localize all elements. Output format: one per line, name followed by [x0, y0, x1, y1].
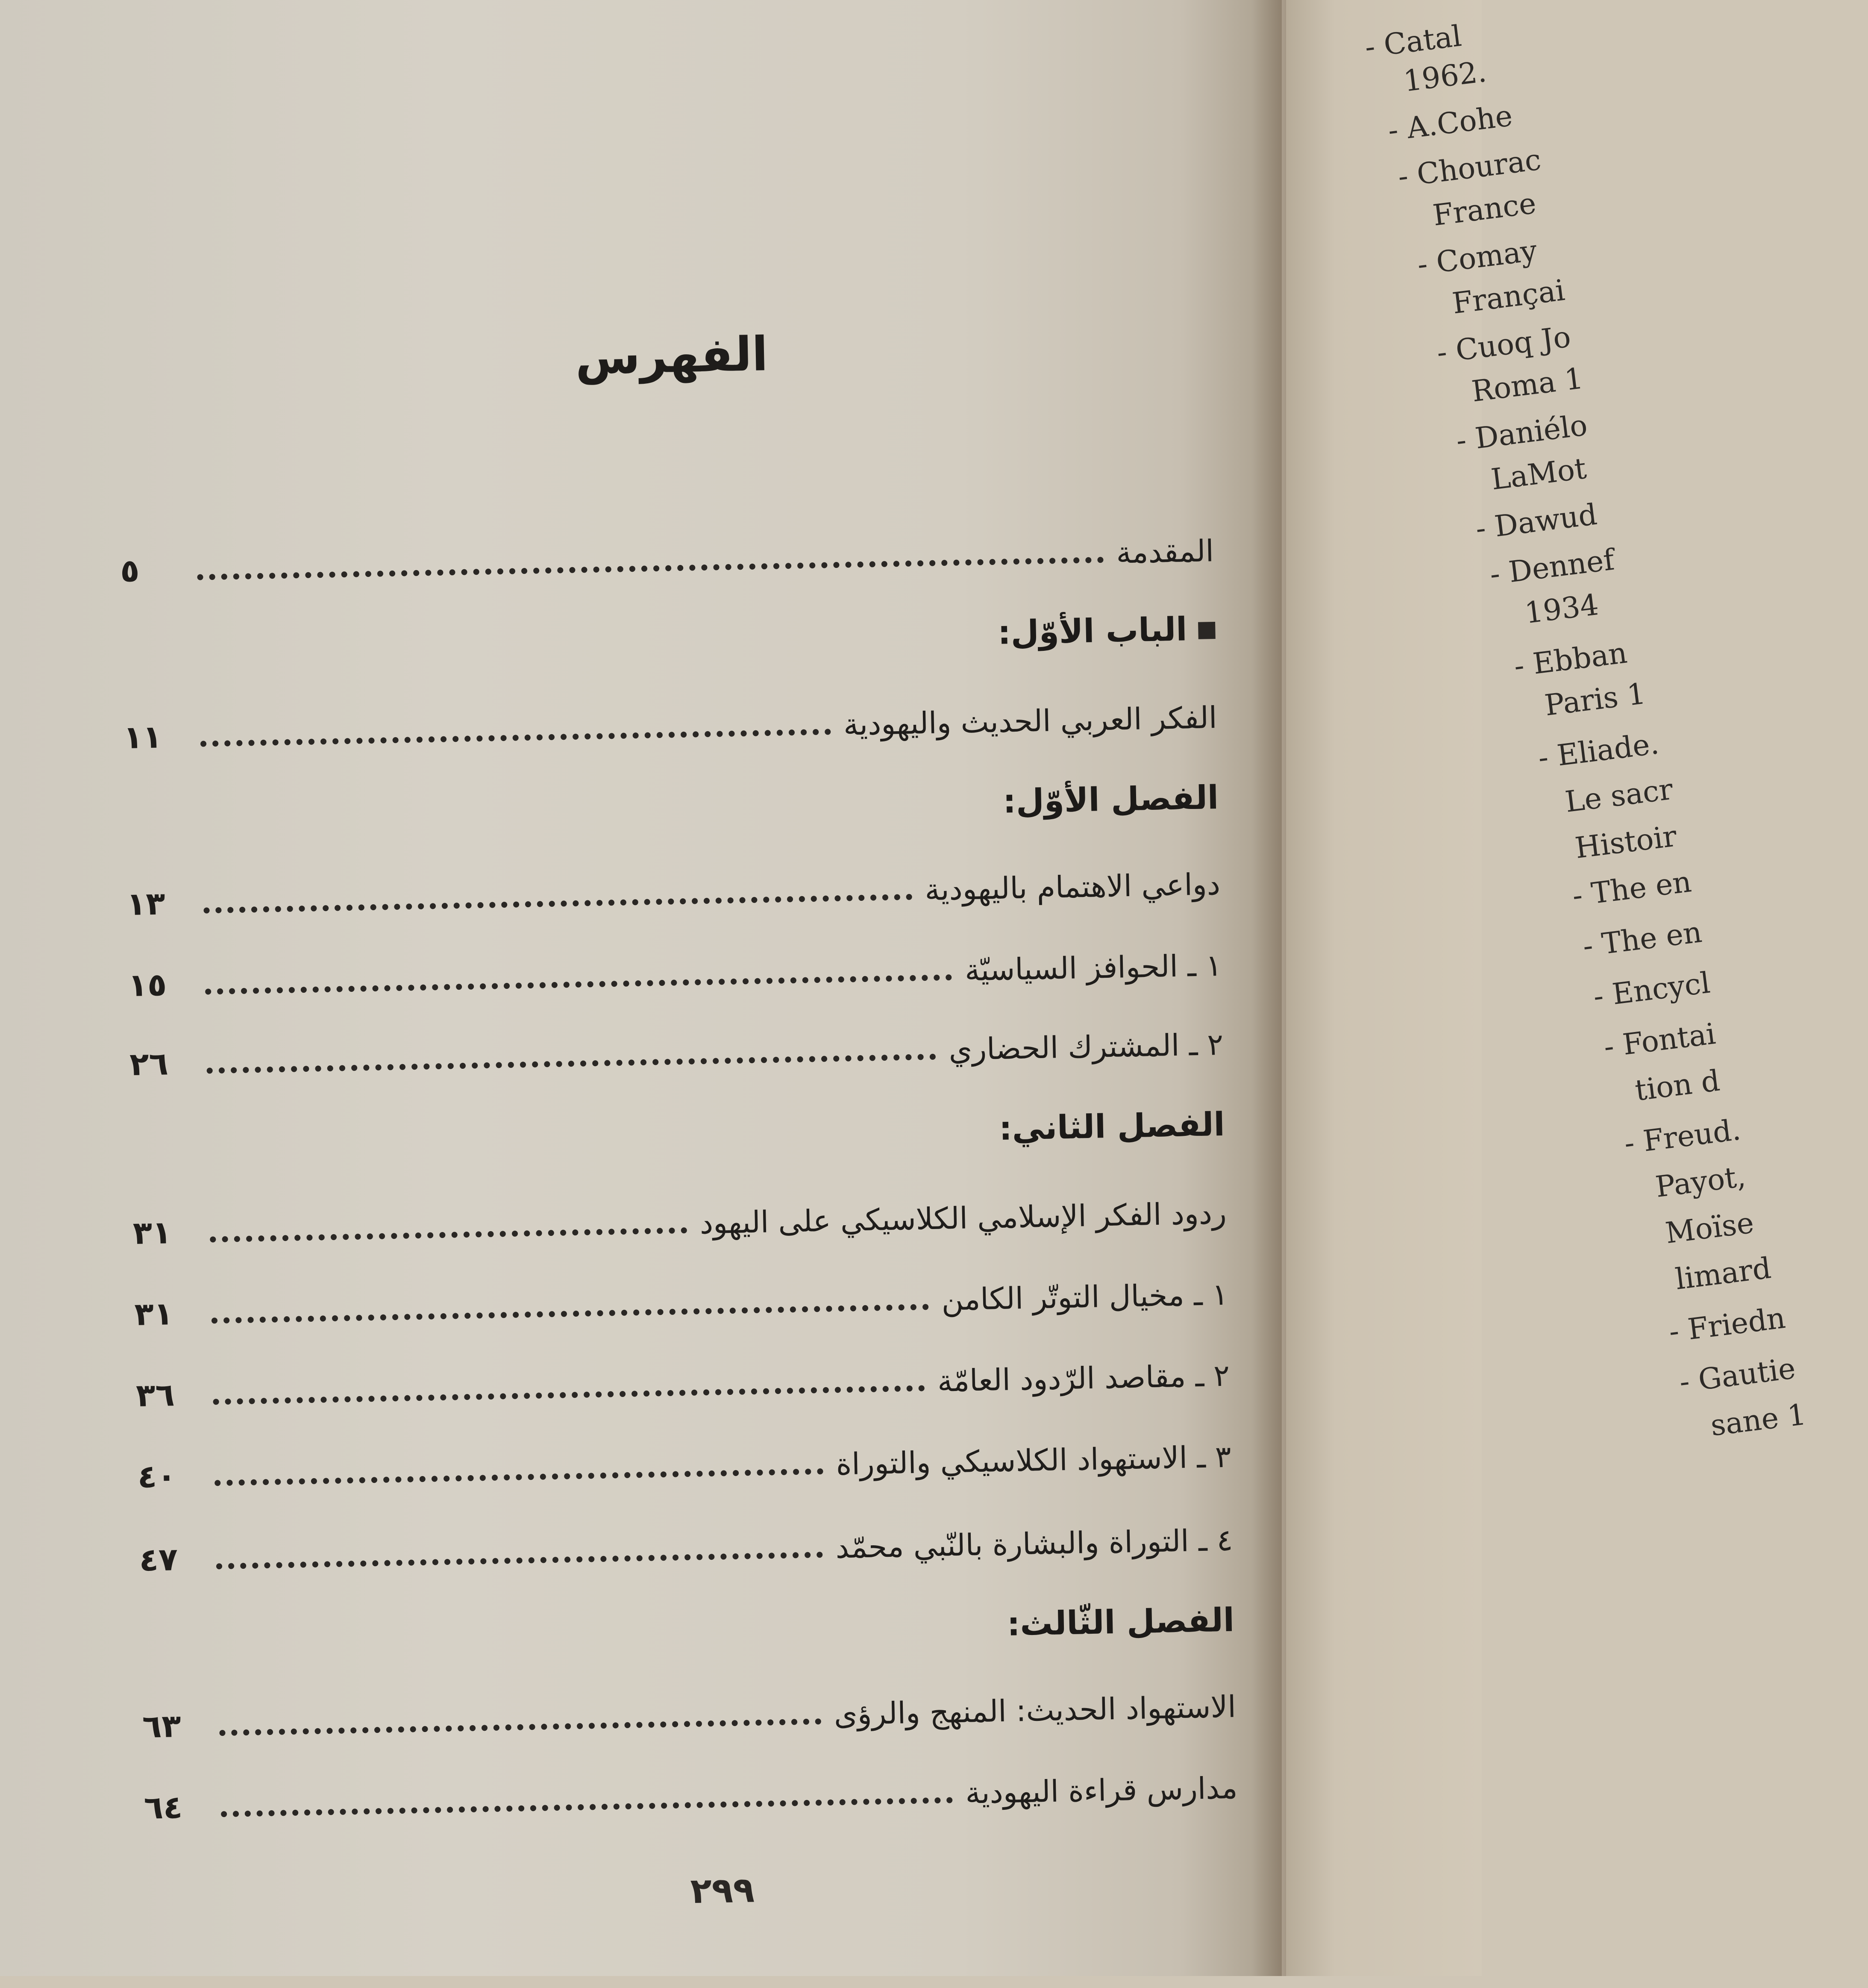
dot-leader: [207, 1054, 936, 1074]
bibliography-line: - Friedn: [1667, 1301, 1787, 1349]
bibliography-line: LaMot: [1489, 451, 1589, 497]
toc-entry-page: ٣١: [132, 1214, 172, 1252]
bibliography-line: Paris 1: [1543, 676, 1648, 723]
dot-leader: [214, 1468, 823, 1486]
chapter-heading: [131, 1089, 1225, 1162]
bibliography-line: Françai: [1450, 273, 1567, 321]
bibliography-line: sane 1: [1709, 1397, 1808, 1443]
bibliography-line: - The en: [1581, 915, 1704, 964]
toc-entry: [126, 848, 1221, 923]
toc-entry-label: ١ ـ الحوافز السياسيّة: [964, 947, 1222, 988]
bibliography-line: - Cuoq Jo: [1435, 320, 1573, 370]
bullet-square-icon: [1198, 622, 1216, 639]
toc-entry-page: ٣١: [134, 1295, 173, 1333]
toc-entry-label: الاستهواد الحديث: المنهج والرؤى: [834, 1689, 1237, 1732]
toc-entry-page: ١٥: [128, 966, 167, 1004]
bibliography-line: 1962.: [1401, 55, 1489, 99]
toc-entry: [142, 1670, 1237, 1743]
chapter-heading: [140, 1585, 1235, 1657]
bibliography-line: - Catal: [1363, 19, 1463, 65]
chapter-heading-label: الفصل الأوّل:: [1002, 778, 1219, 820]
chapter-heading: [124, 762, 1219, 835]
bibliography-line: - Dawud: [1474, 497, 1599, 546]
dot-leader: [210, 1227, 687, 1242]
bibliography-line: France: [1431, 186, 1538, 233]
toc-entry-page: ٥: [120, 552, 140, 590]
toc-entry-label: المقدمة: [1116, 533, 1214, 571]
dot-leader: [197, 557, 1103, 580]
toc-entry-label: دواعي الاهتمام باليهودية: [924, 866, 1221, 908]
bibliography-line: limard: [1673, 1251, 1773, 1297]
dot-leader: [211, 1304, 929, 1323]
dot-leader: [203, 894, 912, 914]
toc-entry: [120, 515, 1214, 590]
bibliography-line: - Comay: [1416, 234, 1539, 282]
toc-entry-page: ٤٧: [138, 1541, 178, 1579]
dot-leader: [213, 1385, 925, 1405]
toc-entry: [143, 1751, 1255, 1824]
toc-entry-page: ٢٦: [129, 1045, 169, 1083]
bibliography-line: - Freud.: [1622, 1113, 1743, 1161]
bibliography-line: Payot,: [1654, 1159, 1748, 1204]
toc-entry-label: مدارس قراءة اليهودية: [965, 1770, 1238, 1811]
toc-entry: [135, 1338, 1271, 1412]
toc-entry-label: ٢ ـ مقاصد الرّدود العامّة: [937, 1358, 1230, 1399]
chapter-heading-label: الفصل الثّالث:: [1007, 1600, 1235, 1643]
toc-entry-page: ٦٣: [142, 1707, 182, 1745]
part-heading: [121, 594, 1216, 666]
toc-entry-label: ٤ ـ التوراة والبشارة بالنّبي محمّد: [835, 1522, 1234, 1565]
toc-entry: [137, 1420, 1272, 1493]
bibliography-line: - Daniélo: [1454, 408, 1589, 458]
bibliography-line: Roma 1: [1470, 362, 1585, 409]
toc-entry-page: ٣٦: [135, 1376, 175, 1414]
toc-entry-page: ١١: [123, 718, 162, 756]
toc-entry: [129, 1007, 1264, 1083]
toc-entry-label: ٢ ـ المشترك الحضاري: [948, 1026, 1224, 1068]
bibliography-line: Moïse: [1663, 1206, 1756, 1250]
toc-entry: [134, 1257, 1269, 1333]
page-number: ٢٩٩: [690, 1870, 755, 1912]
right-page: [1286, 0, 1808, 1976]
bibliography-line: tion d: [1633, 1064, 1722, 1108]
dot-leader: [216, 1552, 823, 1569]
bibliography-line: Le sacr: [1563, 772, 1675, 820]
bibliography-line: - A.Cohe: [1386, 99, 1515, 148]
bibliography-line: - Ebban: [1512, 636, 1629, 684]
bibliography-fragment: [1286, 0, 1808, 1962]
toc-entry-label: ردود الفكر الإسلامي الكلاسيكي على اليهود: [699, 1195, 1227, 1241]
toc-entry-label: ٣ ـ الاستهواد الكلاسيكي والتوراة: [835, 1439, 1232, 1482]
dot-leader: [200, 729, 831, 747]
bibliography-line: - Encycl: [1591, 966, 1712, 1014]
toc-entry: [123, 681, 1234, 756]
bibliography-line: Histoir: [1573, 819, 1679, 865]
dot-leader: [221, 1797, 953, 1817]
bibliography-line: - Gautie: [1677, 1351, 1798, 1400]
part-heading-label: الباب الأوّل:: [997, 610, 1188, 652]
bibliography-line: - Dennef: [1488, 543, 1616, 592]
toc-entry-label: الفكر العربي الحديث واليهودية: [843, 700, 1218, 742]
dot-leader: [205, 974, 952, 995]
toc-entry-page: ٤٠: [137, 1458, 177, 1495]
toc-entry: [138, 1503, 1274, 1579]
dot-leader: [219, 1718, 821, 1736]
bibliography-line: 1934: [1523, 588, 1601, 631]
chapter-heading-label: الفصل الثاني:: [999, 1105, 1225, 1147]
toc-entry-page: ١٣: [126, 885, 166, 923]
toc-entry: [127, 928, 1263, 1004]
bibliography-line: - Chourac: [1396, 143, 1543, 194]
page-title: الفهرس: [575, 326, 769, 385]
toc-entry-label: ١ ـ مخيال التوتّر الكامن: [941, 1276, 1229, 1317]
bibliography-line: - Eliade.: [1536, 726, 1661, 775]
toc-entry-page: ٦٤: [144, 1788, 183, 1826]
toc-entry: [132, 1177, 1227, 1252]
bibliography-line: - Fontai: [1602, 1017, 1718, 1065]
bibliography-line: - The en: [1570, 865, 1693, 913]
